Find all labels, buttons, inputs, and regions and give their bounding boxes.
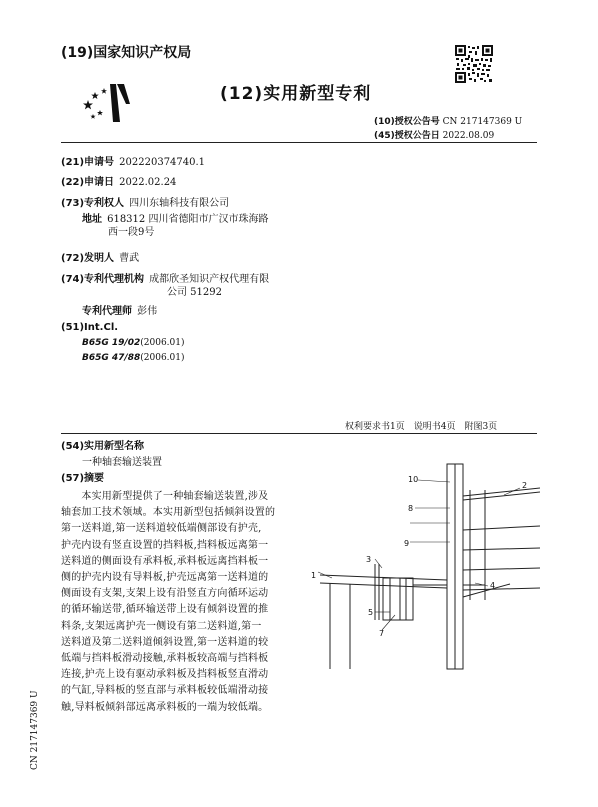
figure-label-9: 9: [404, 539, 410, 548]
abstract-line: 本实用新型提供了一种轴套输送装置,涉及: [61, 491, 269, 502]
intcl-label: (51)Int.Cl.: [61, 322, 119, 333]
abstract-label: (57)摘要: [61, 473, 105, 484]
agency-label: (74)专利代理机构: [61, 274, 145, 285]
agency-line-2: 公司 51292: [167, 287, 222, 298]
counts-divider: [61, 433, 537, 434]
intcl-2-code: B65G 47/88: [82, 353, 141, 363]
intcl-2-date: (2006.01): [140, 353, 185, 363]
app-no-value: 202220374740.1: [119, 157, 206, 168]
abstract-line: 侧面设有支架,支架上设有沿竖直方向循环运动: [61, 588, 269, 600]
abstract-line: 料条,支架远离护壳一侧设有第二送料道,第一: [61, 620, 262, 632]
document-type: (12)实用新型专利: [220, 84, 372, 104]
address-label: 地址: [82, 214, 102, 225]
intcl-1-date: (2006.01): [140, 338, 185, 348]
patentee-value: 四川东轴科技有限公司: [129, 198, 230, 209]
figure-label-2: 2: [522, 481, 528, 490]
abstract-line: 触,导料板倾斜部远离承料板的一端为较低端。: [61, 701, 269, 713]
abstract-line: 的循环输送带,循环输送带上设有倾斜设置的推: [61, 604, 269, 616]
pub-date-value: 2022.08.09: [442, 131, 495, 141]
figure-label-10: 10: [408, 475, 419, 484]
office-name: (19)国家知识产权局: [61, 45, 192, 61]
qr-code: [455, 45, 493, 83]
app-date-value: 2022.02.24: [119, 177, 177, 188]
address-line-2: 西一段9号: [108, 227, 155, 238]
app-date-label: (22)申请日: [61, 177, 115, 188]
figure-label-7: 7: [379, 629, 385, 638]
header-divider: [61, 142, 537, 143]
abstract-line: 侧的护壳内设有导料板,护壳远离第一送料道的: [61, 572, 269, 583]
page-counts: 权利要求书1页 说明书4页 附图3页: [345, 422, 498, 432]
pub-date-label: (45)授权公告日: [374, 131, 440, 141]
agent-value: 彭伟: [137, 306, 158, 317]
figure-label-1: 1: [311, 571, 317, 580]
abstract-line: 送料道的侧面设有承料板,承料板远离挡料板一: [61, 555, 269, 567]
abstract-line: 护壳内设有竖直设置的挡料板,挡料板远离第一: [61, 539, 269, 551]
abstract-line: 第一送料道,第一送料道较低端侧部设有护壳,: [61, 523, 262, 535]
abstract-line: 的气缸,导料板的竖直部与承料板较低端滑动接: [61, 685, 269, 697]
pub-no-value: CN 217147369 U: [442, 117, 523, 127]
address-line-1: 618312 四川省德阳市广汉市珠海路: [107, 214, 269, 225]
intcl-1-code: B65G 19/02: [82, 338, 141, 348]
abstract-line: 低端与挡料板滑动接触,承料板较高端与挡料板: [61, 653, 269, 664]
abstract-line: 连接,护壳上设有驱动承料板及挡料板竖直滑动: [61, 669, 269, 681]
title-label: (54)实用新型名称: [61, 441, 145, 452]
app-no-label: (21)申请号: [61, 157, 115, 168]
inventor-value: 曹武: [119, 253, 140, 264]
figure-label-4: 4: [490, 581, 496, 590]
abstract-figure: [300, 460, 540, 675]
agent-label: 专利代理师: [82, 306, 132, 317]
agency-line-1: 成都欣圣知识产权代理有限: [149, 274, 270, 285]
abstract-line: 轴套加工技术领域。本实用新型包括倾斜设置的: [61, 507, 276, 519]
inventor-label: (72)发明人: [61, 253, 115, 264]
side-publication-code: CN 217147369 U: [30, 690, 40, 770]
utility-model-title: 一种轴套输送装置: [82, 457, 162, 468]
figure-label-5: 5: [368, 608, 374, 617]
figure-label-3: 3: [366, 555, 372, 564]
cnipa-logo: [82, 78, 132, 124]
figure-label-8: 8: [408, 504, 414, 513]
pub-no-label: (10)授权公告号: [374, 117, 440, 127]
abstract-line: 送料道及第二送料道倾斜设置,第一送料道的较: [61, 636, 269, 648]
patentee-label: (73)专利权人: [61, 198, 125, 209]
